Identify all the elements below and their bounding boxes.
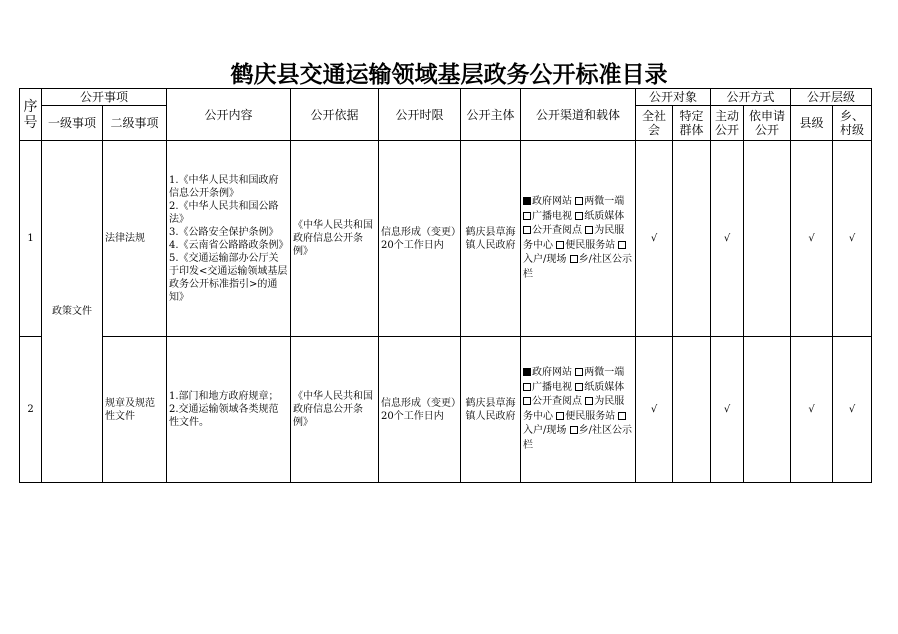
channel-label: 公开查阅点	[532, 396, 583, 407]
header-level-town: 乡、村级	[833, 106, 872, 141]
content-item: 3.《公路安全保护条例》	[169, 226, 279, 238]
unchecked-box-icon	[585, 226, 593, 234]
row-level2: 规章及规范性文件	[103, 337, 167, 483]
row-level1: 政策文件	[42, 141, 103, 483]
method-apply-check	[744, 337, 791, 483]
header-deadline: 公开时限	[379, 89, 461, 141]
channel-option	[575, 196, 624, 207]
table-row	[20, 337, 872, 483]
unchecked-box-icon	[556, 412, 564, 420]
row-content	[167, 337, 291, 483]
channel-option	[523, 367, 572, 378]
unchecked-box-icon	[575, 212, 583, 220]
row-content	[167, 141, 291, 337]
channel-label: 乡/社区公示栏	[523, 254, 632, 280]
row-subject: 鹤庆县草海镇人民政府	[461, 141, 521, 337]
content-item: 4.《云南省公路路政条例》	[169, 239, 289, 251]
header-level-county: 县级	[791, 106, 833, 141]
channel-label: 广播电视	[532, 210, 573, 222]
header-target-specific: 特定群体	[673, 106, 711, 141]
catalog-table	[19, 88, 872, 483]
unchecked-box-icon	[523, 383, 531, 391]
row-level2: 法律法规	[103, 141, 167, 337]
channel-option	[523, 396, 582, 407]
channel-option	[523, 225, 582, 236]
header-method: 公开方式	[711, 89, 791, 106]
table-row	[20, 141, 872, 337]
channel-option	[523, 211, 572, 222]
checked-box-icon	[523, 197, 531, 205]
channel-label: 政府网站	[532, 196, 573, 207]
content-item: 1.部门和地方政府规章；	[169, 391, 279, 402]
content-item: 5.《交通运输部办公厅关于印发<交通运输领域基层政务公开标准指引>的通知》	[169, 252, 288, 303]
channel-label: 入户/现场	[523, 425, 567, 436]
channel-label: 为民服务中心	[523, 225, 625, 251]
channel-label: 纸质媒体	[584, 381, 625, 393]
header-target-all: 全社会	[636, 106, 673, 141]
unchecked-box-icon	[556, 241, 564, 249]
channel-label: 乡/社区公示栏	[523, 425, 632, 451]
method-active-check: √	[711, 141, 744, 337]
checked-box-icon	[523, 368, 531, 376]
unchecked-box-icon	[523, 212, 531, 220]
header-subject: 公开主体	[461, 89, 521, 141]
row-channels	[521, 141, 636, 337]
row-basis: 《中华人民共和国政府信息公开条例》	[291, 141, 379, 337]
unchecked-box-icon	[523, 397, 531, 405]
channel-label: 广播电视	[532, 381, 573, 393]
unchecked-box-icon	[585, 397, 593, 405]
target-all-check: √	[636, 337, 673, 483]
channel-label: 公开查阅点	[532, 225, 583, 236]
unchecked-box-icon	[575, 197, 583, 205]
channel-label: 为民服务中心	[523, 396, 625, 422]
unchecked-box-icon	[570, 426, 578, 434]
header-content: 公开内容	[167, 89, 291, 141]
row-subject: 鹤庆县草海镇人民政府	[461, 337, 521, 483]
unchecked-box-icon	[575, 383, 583, 391]
header-method-apply: 依申请公开	[744, 106, 791, 141]
document-title: 鹤庆县交通运输领域基层政务公开标准目录	[230, 61, 668, 88]
channel-label: 便民服务站	[565, 410, 616, 422]
header-basis: 公开依据	[291, 89, 379, 141]
header-method-active: 主动公开	[711, 106, 744, 141]
header-matters: 公开事项	[42, 89, 167, 106]
content-list	[169, 174, 288, 304]
unchecked-box-icon	[523, 226, 531, 234]
channel-label: 政府网站	[532, 367, 573, 378]
unchecked-box-icon	[618, 412, 626, 420]
channel-option	[575, 382, 624, 393]
row-seq: 1	[20, 141, 42, 337]
target-all-check: √	[636, 141, 673, 337]
content-list	[169, 390, 288, 429]
row-deadline: 信息形成（变更）20个工作日内	[379, 141, 461, 337]
target-specific-check	[673, 141, 711, 337]
channel-option	[556, 240, 615, 251]
header-level1: 一级事项	[42, 106, 103, 141]
channel-option	[556, 411, 615, 422]
channel-option	[523, 382, 572, 393]
header-channel: 公开渠道和载体	[521, 89, 636, 141]
unchecked-box-icon	[618, 241, 626, 249]
row-deadline: 信息形成（变更）20个工作日内	[379, 337, 461, 483]
header-level2: 二级事项	[103, 106, 167, 141]
channel-label: 入户/现场	[523, 254, 567, 265]
content-item: 2.交通运输领域各类规范性文件。	[169, 404, 279, 428]
channel-label: 纸质媒体	[584, 210, 625, 222]
unchecked-box-icon	[575, 368, 583, 376]
header-seq: 序号	[20, 89, 42, 141]
level-town-check: √	[833, 337, 872, 483]
target-specific-check	[673, 337, 711, 483]
level-town-check: √	[833, 141, 872, 337]
level-county-check: √	[791, 141, 833, 337]
content-item: 1.《中华人民共和国政府信息公开条例》	[169, 174, 279, 199]
row-seq: 2	[20, 337, 42, 483]
header-level: 公开层级	[791, 89, 872, 106]
row-channels	[521, 337, 636, 483]
header-target: 公开对象	[636, 89, 711, 106]
channel-option	[575, 211, 624, 222]
channel-option	[523, 196, 572, 207]
unchecked-box-icon	[570, 255, 578, 263]
content-item: 2.《中华人民共和国公路法》	[169, 200, 279, 225]
channel-label: 两微一端	[584, 196, 625, 207]
level-county-check: √	[791, 337, 833, 483]
channel-label: 便民服务站	[565, 239, 616, 251]
method-active-check: √	[711, 337, 744, 483]
channel-label: 两微一端	[584, 367, 625, 378]
row-basis: 《中华人民共和国政府信息公开条例》	[291, 337, 379, 483]
method-apply-check	[744, 141, 791, 337]
channel-option	[575, 367, 624, 378]
